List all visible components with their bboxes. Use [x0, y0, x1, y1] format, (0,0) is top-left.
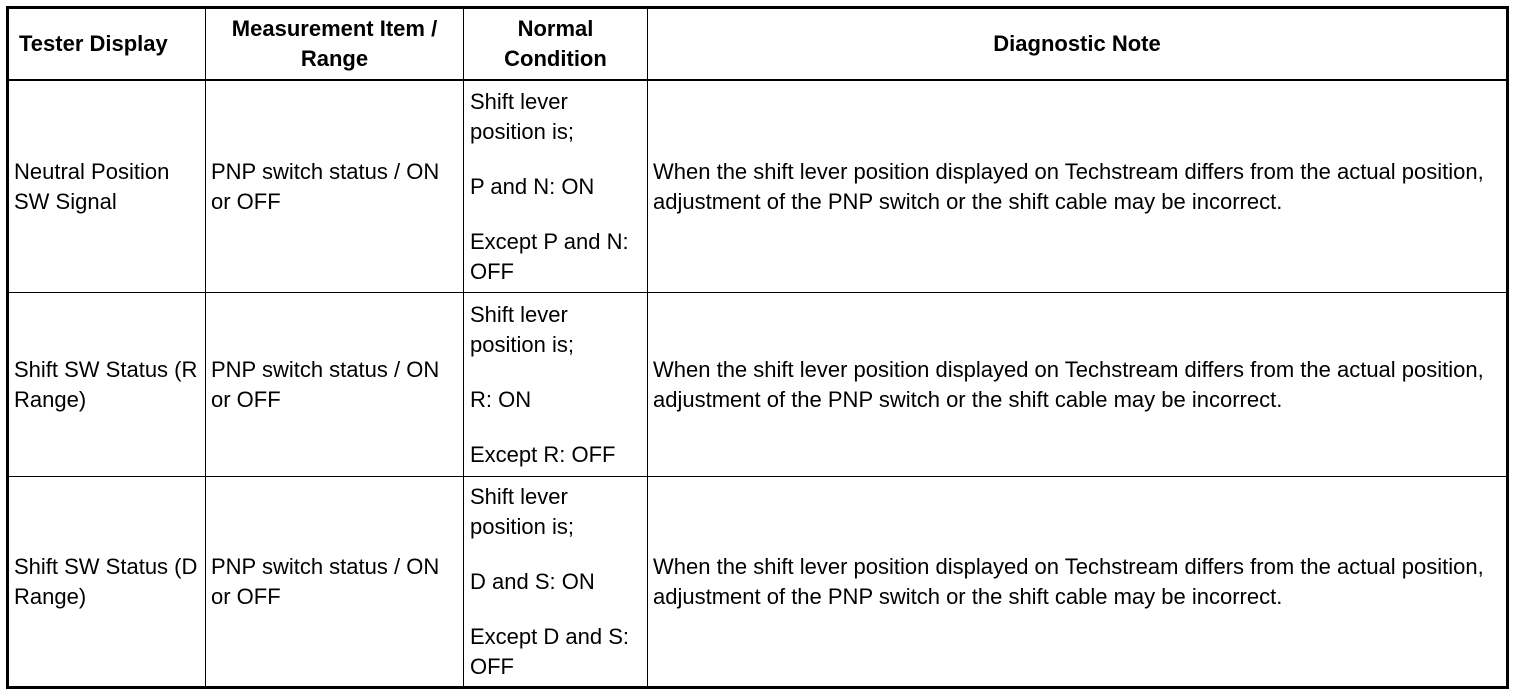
tester-display-cell: Shift SW Status (R Range) — [8, 293, 206, 477]
normal-condition-cell — [464, 293, 648, 477]
header-diagnostic-note: Diagnostic Note — [648, 8, 1508, 81]
tester-display-cell: Neutral Position SW Signal — [8, 80, 206, 293]
header-measurement-item: Measurement Item / Range — [206, 8, 464, 81]
condition-line: Shift lever position is; — [470, 483, 574, 539]
table-row — [8, 293, 1508, 477]
diagnostic-table — [6, 6, 1509, 689]
header-row — [8, 8, 1508, 81]
condition-line: D and S: ON — [470, 568, 595, 594]
condition-line: Shift lever position is; — [470, 88, 574, 144]
condition-line: Except D and S: OFF — [470, 623, 629, 679]
header-normal-condition: Normal Condition — [464, 8, 648, 81]
diagnostic-note-cell: When the shift lever position displayed on Techstream differs from the actual position, adjustment of the PNP switch or the shift cable may be incorrect. — [648, 80, 1508, 293]
condition-line: R: ON — [470, 386, 532, 412]
normal-condition-cell — [464, 80, 648, 293]
diagnostic-note-cell: When the shift lever position displayed on Techstream differs from the actual position, adjustment of the PNP switch or the shift cable may be incorrect. — [648, 293, 1508, 477]
measurement-item-cell: PNP switch status / ON or OFF — [206, 477, 464, 688]
table-row — [8, 477, 1508, 688]
condition-line: Except P and N: OFF — [470, 228, 629, 284]
table-row — [8, 80, 1508, 293]
tester-display-cell: Shift SW Status (D Range) — [8, 477, 206, 688]
diagnostic-note-cell: When the shift lever position displayed on Techstream differs from the actual position, adjustment of the PNP switch or the shift cable may be incorrect. — [648, 477, 1508, 688]
condition-line: Shift lever position is; — [470, 301, 574, 357]
measurement-item-cell: PNP switch status / ON or OFF — [206, 293, 464, 477]
header-tester-display: Tester Display — [8, 8, 206, 81]
measurement-item-cell: PNP switch status / ON or OFF — [206, 80, 464, 293]
normal-condition-cell — [464, 477, 648, 688]
condition-line: P and N: ON — [470, 173, 595, 199]
condition-line: Except R: OFF — [470, 441, 616, 467]
